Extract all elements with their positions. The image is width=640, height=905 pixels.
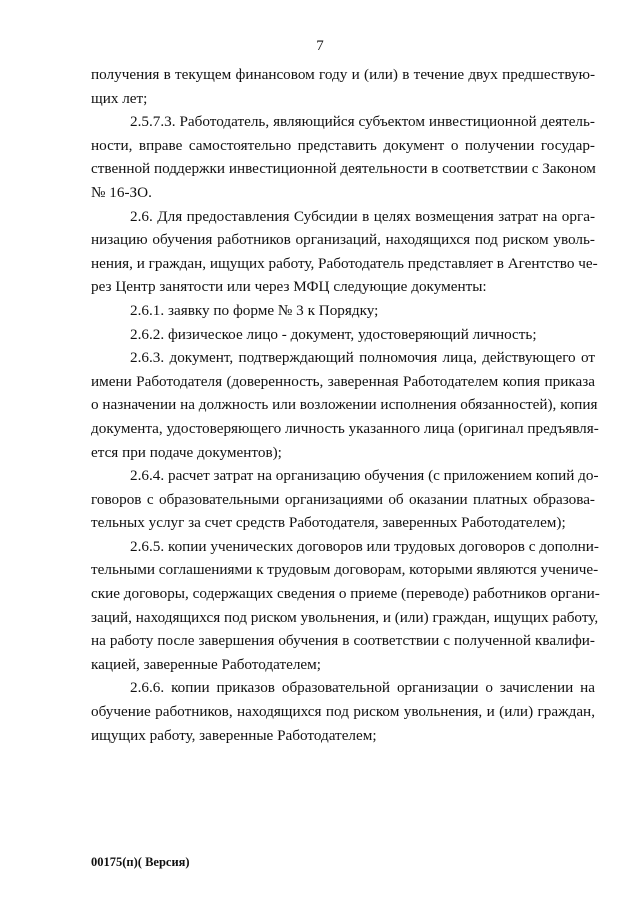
text-line: документа, удостоверяющего личность указанного лица (оригинал предъявля- xyxy=(91,419,599,437)
text-line: 2.6.6. копии приказов образовательной организации о зачислении на xyxy=(130,679,595,697)
text-line: низацию обучения работников организаций, находящихся под риском уволь- xyxy=(91,231,595,249)
text-line: щих лет; xyxy=(91,89,148,107)
text-line: ности, вправе самостоятельно представить документ о получении государ- xyxy=(91,136,595,154)
paragraph xyxy=(91,110,595,204)
text-line: рез Центр занятости или через МФЦ следующие документы: xyxy=(91,278,487,296)
text-line: имени Работодателя (доверенность, заверенная Работодателем копия приказа xyxy=(91,372,595,390)
text-line: заций, находящихся под риском увольнения, и (или) граждан, ищущих работу, xyxy=(91,608,599,626)
paragraph xyxy=(91,323,595,347)
page-number: 7 xyxy=(316,38,324,54)
paragraph xyxy=(91,676,595,747)
document-body xyxy=(91,63,600,747)
text-line: получения в текущем финансовом году и (или) в течение двух предшествую- xyxy=(91,66,595,83)
text-line: 2.5.7.3. Работодатель, являющийся субъектом инвестиционной деятель- xyxy=(130,113,595,131)
text-line: ские договоры, содержащих сведения о приеме (переводе) работников органи- xyxy=(91,585,600,603)
text-line: кацией, заверенные Работодателем; xyxy=(91,655,322,673)
text-line: № 16-ЗО. xyxy=(91,183,152,201)
text-line: говоров с образовательными организациями об оказании платных образова- xyxy=(91,490,595,508)
paragraph xyxy=(91,63,595,110)
text-line: 2.6.1. заявку по форме № 3 к Порядку; xyxy=(130,301,379,319)
document-footer: 00175(п)( Версия) xyxy=(91,855,190,869)
text-line: 2.6.3. документ, подтверждающий полномочия лица, действующего от xyxy=(130,349,595,367)
paragraph xyxy=(91,346,599,464)
text-line: 2.6.5. копии ученических договоров или трудовых договоров с дополни- xyxy=(130,537,599,555)
text-line: 2.6.4. расчет затрат на организацию обучения (с приложением копий до- xyxy=(130,467,599,485)
text-line: о назначении на должность или возложении исполнения обязанностей), копия xyxy=(91,396,598,414)
text-line: 2.6. Для предоставления Субсидии в целях возмещения затрат на орга- xyxy=(130,207,595,225)
text-line: на работу после завершения обучения в соответствии с полученной квалифи- xyxy=(91,632,595,650)
text-line: ищущих работу, заверенные Работодателем; xyxy=(91,726,377,744)
text-line: нения, и граждан, ищущих работу, Работодатель представляет в Агентство че- xyxy=(91,254,598,272)
paragraph xyxy=(91,535,600,677)
text-line: тельными соглашениями к трудовым договорам, которыми являются учениче- xyxy=(91,561,599,579)
text-line: обучение работников, находящихся под риском увольнения, и (или) граждан, xyxy=(91,703,595,721)
paragraph xyxy=(91,205,598,299)
text-line: 2.6.2. физическое лицо - документ, удостоверяющий личность; xyxy=(130,325,537,343)
paragraph xyxy=(91,464,599,535)
text-line: ственной поддержки инвестиционной деятельности в соответствии с Законом xyxy=(91,160,596,178)
text-line: ется при подаче документов); xyxy=(91,443,282,461)
text-line: тельных услуг за счет средств Работодателя, заверенных Работодателем); xyxy=(91,514,566,532)
paragraph xyxy=(91,299,595,323)
